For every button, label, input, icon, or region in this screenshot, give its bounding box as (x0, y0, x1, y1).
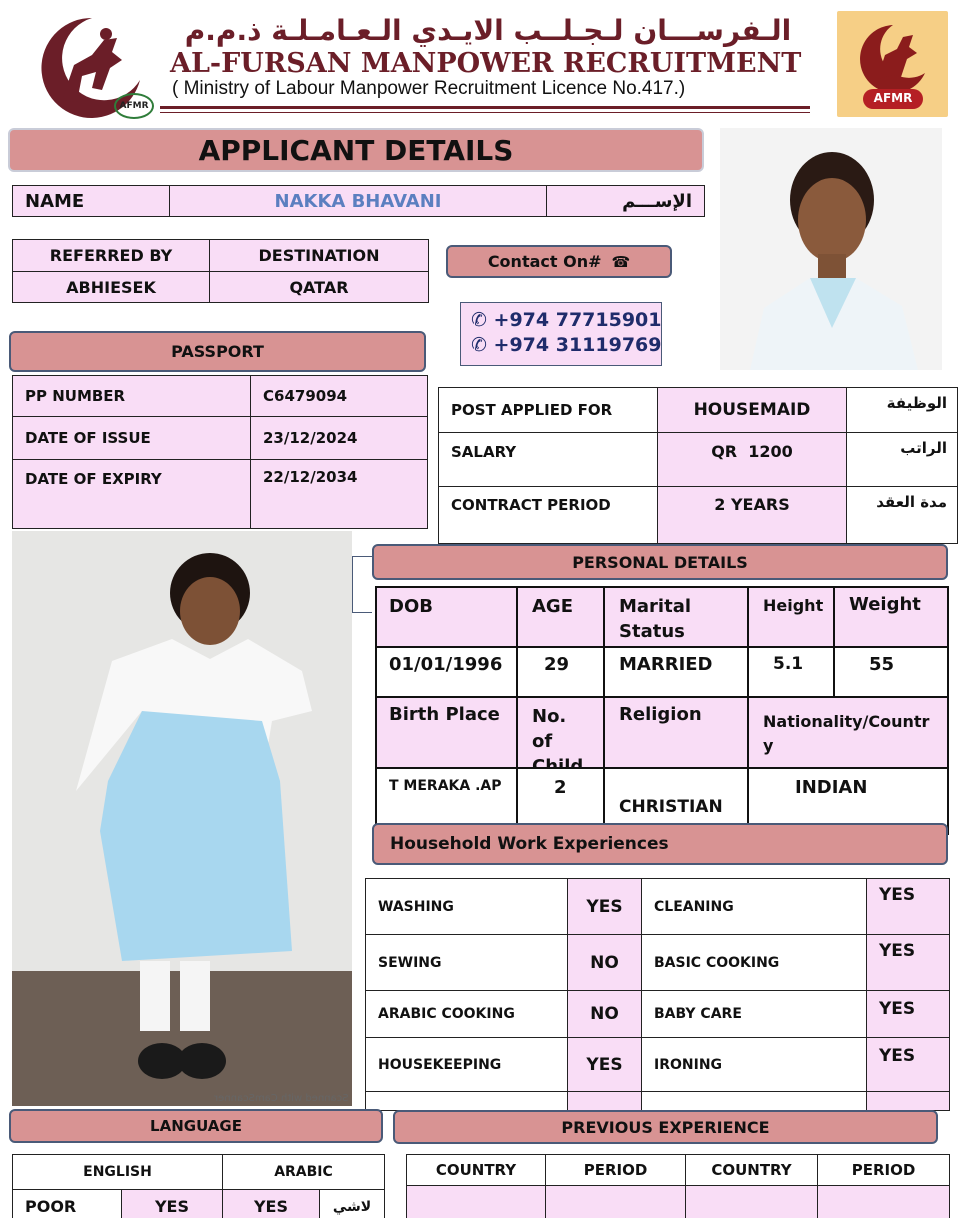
dob-value: 01/01/1996 (389, 654, 503, 675)
dob-value-cell (375, 646, 518, 698)
marital-status-value: MARRIED (619, 654, 713, 675)
nationality-label-cell (747, 696, 949, 769)
household-title-bar (372, 823, 948, 865)
skill-washing-value: YES (567, 878, 642, 935)
destination-value: QATAR (209, 271, 429, 303)
post-applied-label: POST APPLIED FOR (438, 387, 658, 433)
photo-side-border (352, 556, 372, 613)
arabic-level-value: YES (222, 1189, 320, 1218)
prev-exp-country-header-1: COUNTRY (406, 1154, 546, 1186)
skill-sewing-label: SEWING (365, 934, 568, 991)
height-value: 5.1 (773, 654, 804, 674)
age-value-cell (516, 646, 605, 698)
nationality-value: INDIAN (795, 777, 868, 798)
arabic-level-arabic: لاشي (319, 1189, 385, 1218)
prev-exp-cell-4 (817, 1185, 950, 1218)
applicant-details-title: APPLICANT DETAILS (198, 133, 514, 167)
prev-exp-cell-3 (685, 1185, 818, 1218)
date-of-issue-label: DATE OF ISSUE (12, 416, 251, 460)
english-level-value: YES (121, 1189, 223, 1218)
marital-status-value-cell (603, 646, 749, 698)
birth-place-value: T MERAKA .AP (389, 778, 502, 794)
height-value-cell (747, 646, 835, 698)
phone-icon: ☎ (611, 252, 631, 271)
company-arabic-title: الـفرســـان لـجـلــب الايـدي الـعـامـلـة ذ.م.م (184, 14, 792, 47)
prev-exp-period-header-2: PERIOD (817, 1154, 950, 1186)
pp-number-label: PP NUMBER (12, 375, 251, 417)
skill-baby-care-label: BABY CARE (641, 990, 867, 1038)
language-arabic-header: ARABIC (222, 1154, 385, 1190)
household-spare-row-3 (641, 1091, 867, 1111)
prev-exp-country-header-2: COUNTRY (685, 1154, 818, 1186)
skill-cleaning-value: YES (866, 878, 950, 935)
height-label-cell (747, 586, 835, 648)
phone-number-1[interactable]: ✆ +974 77715901 (471, 309, 662, 331)
skill-basic-cooking-value: YES (866, 934, 950, 991)
company-logo-right (837, 11, 948, 117)
destination-label: DESTINATION (209, 239, 429, 272)
english-level-poor: POOR (12, 1189, 122, 1218)
name-arabic-label: الإســـم (546, 185, 705, 217)
skill-baby-care-value: YES (866, 990, 950, 1038)
salary-arabic: الراتب (846, 432, 958, 487)
passport-title: PASSPORT (171, 342, 264, 361)
language-title: LANGUAGE (150, 1117, 242, 1135)
skill-ironing-value: YES (866, 1037, 950, 1092)
skill-cleaning-label: CLEANING (641, 878, 867, 935)
skill-housekeeping-value: YES (567, 1037, 642, 1092)
age-label: AGE (532, 596, 574, 617)
prev-exp-period-header-1: PERIOD (545, 1154, 686, 1186)
contact-label: Contact On# (487, 252, 602, 271)
post-applied-value: HOUSEMAID (657, 387, 847, 433)
referred-by-label: REFERRED BY (12, 239, 210, 272)
date-of-expiry-label: DATE OF EXPIRY (12, 459, 251, 529)
skill-arabic-cooking-label: ARABIC COOKING (365, 990, 568, 1038)
previous-experience-title-bar (393, 1110, 938, 1144)
language-english-header: ENGLISH (12, 1154, 223, 1190)
previous-experience-title: PREVIOUS EXPERIENCE (561, 1117, 770, 1137)
weight-label: Weight (849, 594, 921, 615)
pp-number-value: C6479094 (250, 375, 428, 417)
household-spare-row-1 (365, 1091, 568, 1111)
religion-value: CHRISTIAN (619, 797, 723, 817)
header-divider-thin (160, 112, 810, 113)
applicant-name: NAKKA BHAVANI (169, 185, 547, 217)
dob-label: DOB (389, 596, 433, 617)
contact-phones-box (460, 302, 662, 366)
applicant-details-title-bar (8, 128, 704, 172)
language-title-bar (9, 1109, 383, 1143)
dob-label-cell (375, 586, 518, 648)
contract-period-value: 2 YEARS (657, 486, 847, 544)
height-label: Height (763, 596, 824, 615)
marital-status-label-cell (603, 586, 749, 648)
weight-label-cell (833, 586, 949, 648)
weight-value: 55 (869, 654, 895, 675)
birth-place-label: Birth Place (389, 704, 500, 725)
contract-period-label: CONTRACT PERIOD (438, 486, 658, 544)
phone-number-2[interactable]: ✆ +974 31119769 (471, 334, 662, 356)
personal-details-title: PERSONAL DETAILS (572, 552, 748, 572)
nationality-label: Nationality/Country (763, 712, 930, 755)
applicant-headshot (720, 128, 942, 370)
salary-label: SALARY (438, 432, 658, 487)
company-title: AL-FURSAN MANPOWER RECRUITMENT (170, 48, 802, 79)
contact-label-bar (446, 245, 672, 278)
age-value: 29 (544, 654, 570, 675)
company-subtitle: ( Ministry of Labour Manpower Recruitment Licence No.417.) (172, 78, 686, 99)
skill-washing-label: WASHING (365, 878, 568, 935)
contract-period-arabic: مدة العقد (846, 486, 958, 544)
no-of-child-label-cell (516, 696, 605, 769)
prev-exp-cell-2 (545, 1185, 686, 1218)
age-label-cell (516, 586, 605, 648)
religion-label: Religion (619, 704, 702, 725)
household-title: Household Work Experiences (390, 834, 669, 854)
prev-exp-cell-1 (406, 1185, 546, 1218)
afmr-badge-left-text: AFMR (119, 101, 149, 111)
header-divider (160, 106, 810, 109)
date-of-issue-value: 23/12/2024 (250, 416, 428, 460)
post-applied-arabic: الوظيفة (846, 387, 958, 433)
no-of-child-value: 2 (554, 777, 567, 798)
household-spare-row-2 (567, 1091, 642, 1111)
passport-title-bar (9, 331, 426, 372)
birth-place-label-cell (375, 696, 518, 769)
skill-ironing-label: IRONING (641, 1037, 867, 1092)
name-label: NAME (12, 185, 170, 217)
skill-arabic-cooking-value: NO (567, 990, 642, 1038)
religion-label-cell (603, 696, 749, 769)
salary-value: QR 1200 (657, 432, 847, 487)
weight-value-cell (833, 646, 949, 698)
scanner-watermark: Scanned with CamScanner (213, 1093, 348, 1104)
date-of-expiry-value: 22/12/2034 (250, 459, 428, 529)
marital-status-label: Marital Status (619, 596, 692, 642)
referred-by-value: ABHIESEK (12, 271, 210, 303)
personal-details-title-bar (372, 544, 948, 580)
skill-basic-cooking-label: BASIC COOKING (641, 934, 867, 991)
skill-housekeeping-label: HOUSEKEEPING (365, 1037, 568, 1092)
skill-sewing-value: NO (567, 934, 642, 991)
no-of-child-label: No. of (532, 706, 567, 752)
applicant-full-photo (12, 531, 352, 1106)
afmr-badge-left (114, 93, 154, 119)
household-spare-row-4 (866, 1091, 950, 1111)
afmr-badge-right-text: AFMR (873, 91, 913, 105)
